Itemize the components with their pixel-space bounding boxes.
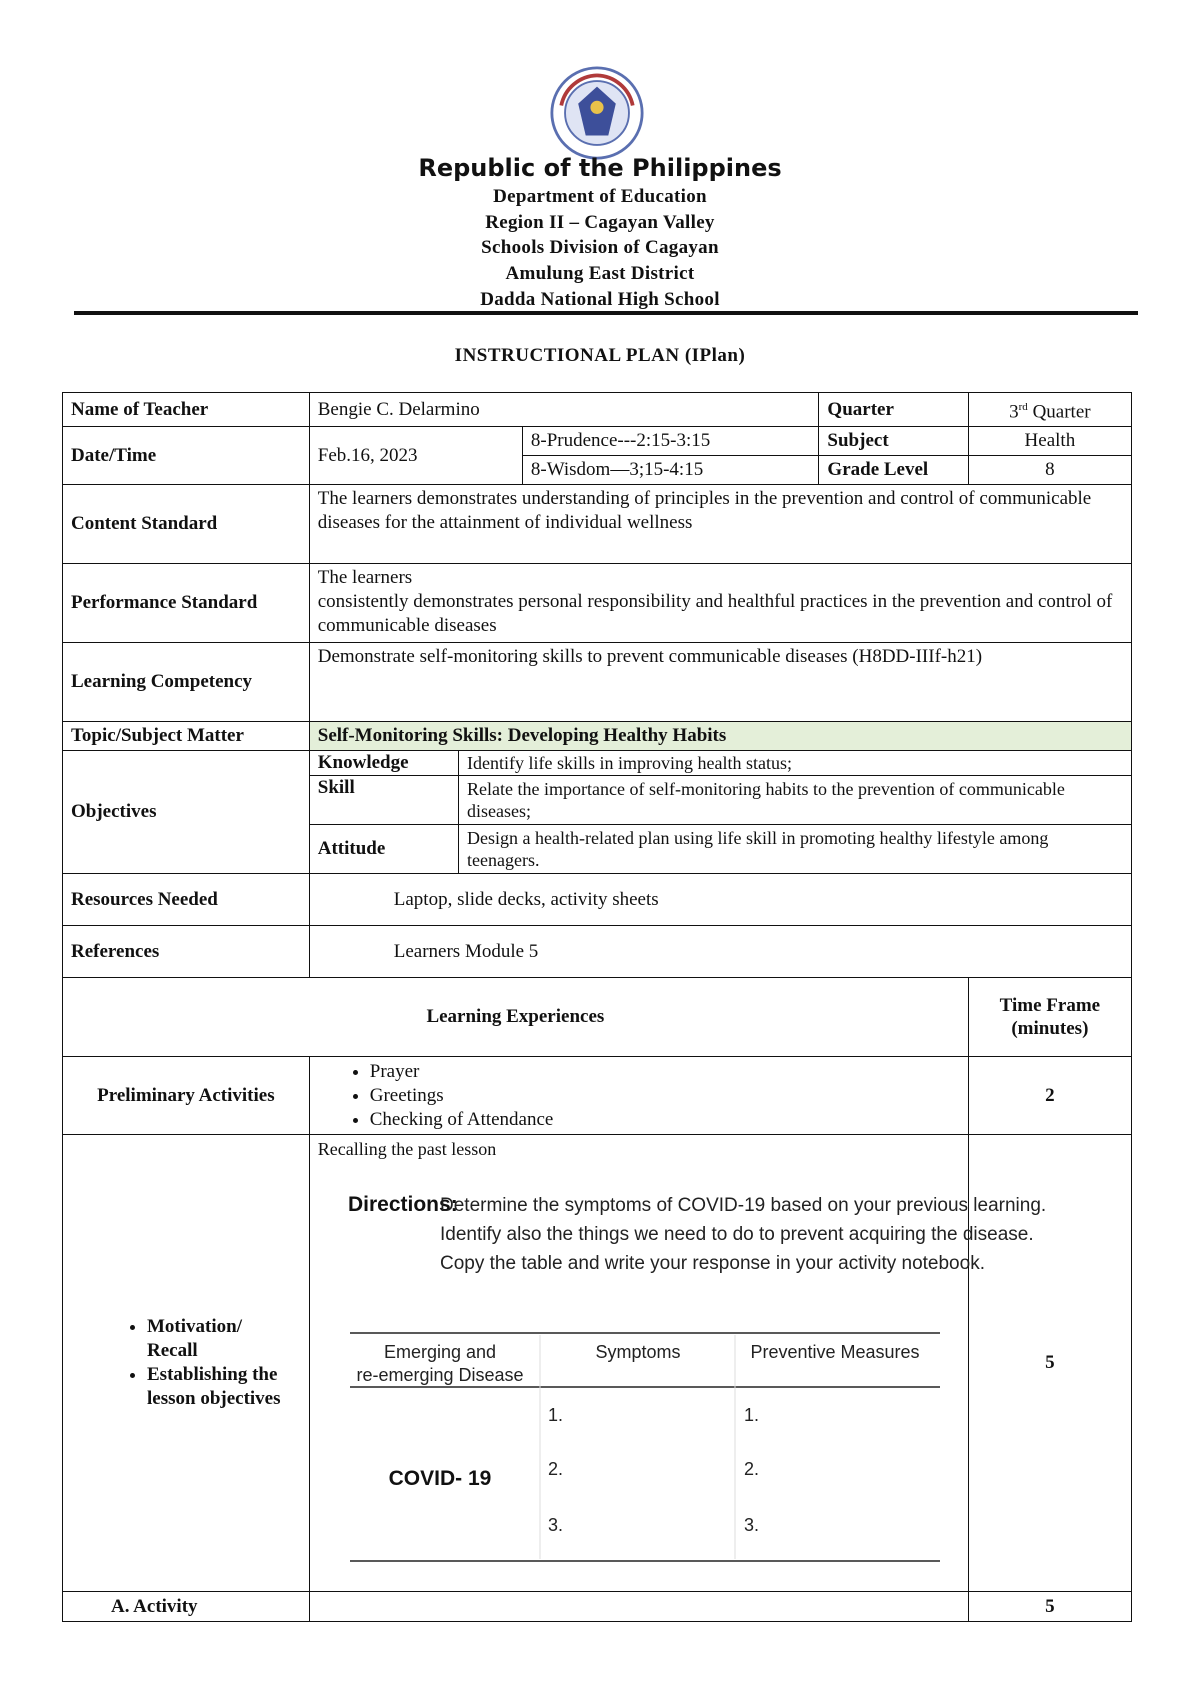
motivation-intro: Recalling the past lesson	[317, 1139, 497, 1160]
subject-label: Subject	[819, 427, 968, 456]
section-1-schedule: 8-Prudence---2:15-3:15	[522, 427, 819, 456]
directions-line-2: Identify also the things we need to do to prevent acquiring the disease.	[439, 1224, 1034, 1246]
activity-content	[309, 1592, 968, 1622]
list-item: • Greetings	[370, 1084, 960, 1108]
objectives-label: Objectives	[63, 751, 310, 874]
directions-line-3: Copy the table and write your response in your activity notebook.	[439, 1253, 985, 1275]
learning-competency: Demonstrate self-monitoring skills to prevent communicable diseases (H8DD-IIIf-h21)	[309, 643, 1131, 722]
attitude-label: Attitude	[309, 825, 458, 874]
activity-time: 5	[968, 1592, 1131, 1622]
region-line: Region II – Cagayan Valley	[485, 212, 715, 233]
teacher-label: Name of Teacher	[63, 393, 310, 427]
list-item: • Establishing the lesson objectives	[147, 1363, 297, 1411]
preliminary-time: 2	[968, 1057, 1131, 1135]
performance-standard-label: Performance Standard	[63, 564, 310, 643]
topic-label: Topic/Subject Matter	[63, 722, 310, 751]
section-2-schedule: 8-Wisdom—3;15-4:15	[522, 456, 819, 485]
district-line: Amulung East District	[505, 263, 695, 284]
directions-label: Directions:	[347, 1193, 458, 1217]
motivation-content	[309, 1135, 1046, 1592]
preliminary-list	[309, 1057, 968, 1135]
division-line: Schools Division of Cagayan	[481, 237, 719, 258]
grade-value: 8	[968, 456, 1131, 485]
quarter-value: 3rd Quarter	[968, 393, 1131, 427]
deped-seal-logo	[550, 66, 644, 160]
topic-value: Self-Monitoring Skills: Developing Healthy Habits	[309, 722, 1131, 751]
learning-experiences-header: Learning Experiences	[63, 978, 969, 1057]
figure-symptom-3: 3.	[547, 1515, 563, 1536]
figure-symptom-2: 2.	[547, 1459, 563, 1480]
figure-symptom-1: 1.	[547, 1405, 563, 1426]
department-line: Department of Education	[493, 186, 707, 207]
attitude-objective: Design a health-related plan using life skill in promoting healthy lifestyle among teenagers.	[459, 825, 1132, 874]
motivation-label	[63, 1135, 310, 1592]
grade-label: Grade Level	[819, 456, 968, 485]
figure-col3-header: Preventive Measures	[750, 1342, 920, 1363]
list-item: • Checking of Attendance	[370, 1108, 960, 1132]
references-label: References	[63, 926, 310, 978]
subject-value: Health	[968, 427, 1131, 456]
date-value: Feb.16, 2023	[309, 427, 522, 485]
header-divider	[74, 311, 1138, 315]
performance-standard: The learners consistently demonstrates personal responsibility and healthful practices in the prevention and control of communicable diseases	[309, 564, 1131, 643]
figure-measure-3: 3.	[743, 1515, 759, 1536]
list-item: • Prayer	[370, 1060, 960, 1084]
knowledge-label: Knowledge	[309, 751, 458, 776]
plan-table	[62, 392, 1132, 1622]
time-frame-header: Time Frame (minutes)	[968, 978, 1131, 1057]
references-value: Learners Module 5	[309, 926, 1131, 978]
figure-col2-header: Symptoms	[595, 1342, 681, 1363]
quarter-label: Quarter	[819, 393, 968, 427]
knowledge-objective: Identify life skills in improving health status;	[459, 751, 1132, 776]
content-standard-label: Content Standard	[63, 485, 310, 564]
skill-objective: Relate the importance of self-monitoring habits to the prevention of communicable diseases;	[459, 776, 1132, 825]
plan-title: INSTRUCTIONAL PLAN (IPlan)	[454, 345, 746, 366]
preliminary-label: Preliminary Activities	[63, 1057, 310, 1135]
list-item: • Motivation/ Recall	[147, 1315, 297, 1363]
school-line: Dadda National High School	[480, 289, 720, 310]
activity-label: A. Activity	[63, 1592, 310, 1622]
motivation-time: 5	[968, 1135, 1131, 1592]
figure-measure-2: 2.	[743, 1459, 759, 1480]
datetime-label: Date/Time	[63, 427, 310, 485]
covid-activity-figure	[340, 1173, 1046, 1573]
resources-value: Laptop, slide decks, activity sheets	[309, 874, 1131, 926]
directions-line-1: Determine the symptoms of COVID-19 based on your previous learning.	[439, 1195, 1046, 1217]
figure-disease: COVID- 19	[388, 1467, 492, 1491]
content-standard: The learners demonstrates understanding of principles in the prevention and control of communicable diseases for the attainment of individual wellness	[309, 485, 1131, 564]
learning-competency-label: Learning Competency	[63, 643, 310, 722]
resources-label: Resources Needed	[63, 874, 310, 926]
country-heading: Republic of the Philippines	[418, 154, 782, 182]
figure-measure-1: 1.	[743, 1405, 759, 1426]
figure-col1-line-b: re-emerging Disease	[356, 1365, 524, 1386]
teacher-name: Bengie C. Delarmino	[309, 393, 819, 427]
figure-col1-line-a: Emerging and	[383, 1342, 496, 1363]
skill-label: Skill	[309, 776, 458, 825]
